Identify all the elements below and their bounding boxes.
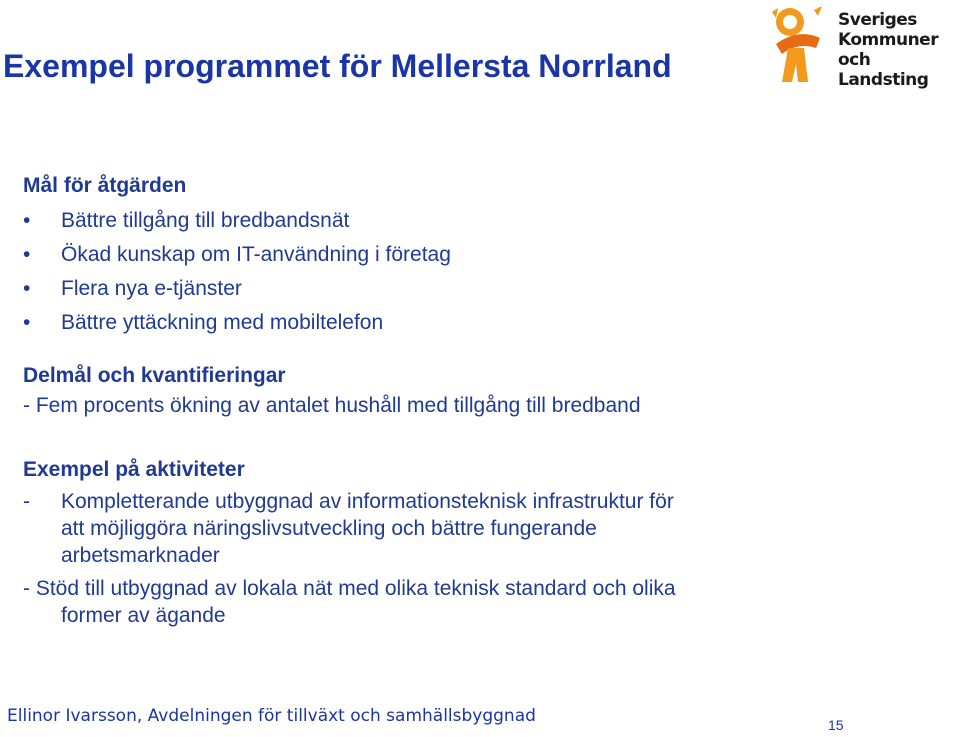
list-item [23, 306, 923, 340]
activities-section [23, 456, 923, 629]
list-item-text: Ökad kunskap om IT-användning i företag [61, 243, 451, 266]
activities-heading: Exempel på aktiviteter [23, 458, 245, 481]
activity-1-line-3: arbetsmarknader [61, 544, 220, 567]
list-item-text: Bättre yttäckning med mobiltelefon [61, 311, 384, 334]
list-item [23, 204, 923, 238]
list-item [23, 272, 923, 306]
slide-content [23, 172, 923, 629]
dash-marker: - [23, 490, 30, 513]
list-item-text: Flera nya e-tjänster [61, 277, 242, 300]
activity-2-line-1: - Stöd till utbyggnad av lokala nät med olika teknisk standard och olika [23, 577, 676, 600]
activity-2-line-2: former av ägande [61, 604, 226, 627]
logo-line-2: Kommuner [838, 30, 939, 50]
subgoals-section [23, 362, 923, 422]
figure-with-sun-icon [768, 4, 830, 84]
logo-line-1: Sveriges [838, 10, 917, 30]
activity-1-line-1: Kompletterande utbyggnad av informationsteknisk infrastruktur för [61, 490, 674, 513]
goals-heading: Mål för åtgärden [23, 174, 187, 197]
activity-1-line-2: att möjliggöra näringslivsutveckling och bättre fungerande [61, 517, 597, 540]
activity-item-2 [23, 575, 923, 629]
list-item-text: Bättre tillgång till bredbandsnät [61, 209, 350, 232]
bullet-icon: • [23, 311, 31, 334]
skl-logo [768, 4, 960, 90]
bullet-icon: • [23, 243, 31, 266]
logo-line-3: och Landsting [838, 50, 929, 90]
subgoals-heading: Delmål och kvantifieringar [23, 364, 286, 387]
activity-item-1 [23, 488, 923, 569]
page-number: 15 [828, 717, 844, 733]
slide-title: Exempel programmet för Mellersta Norrland [3, 48, 672, 84]
subgoals-line: - Fem procents ökning av antalet hushåll med tillgång till bredband [23, 394, 641, 417]
footer-text: Ellinor Ivarsson, Avdelningen för tillväxt och samhällsbyggnad [7, 706, 536, 726]
bullet-icon: • [23, 209, 31, 232]
bullet-icon: • [23, 277, 31, 300]
goals-list [23, 204, 923, 340]
list-item [23, 238, 923, 272]
logo-text [838, 10, 960, 90]
